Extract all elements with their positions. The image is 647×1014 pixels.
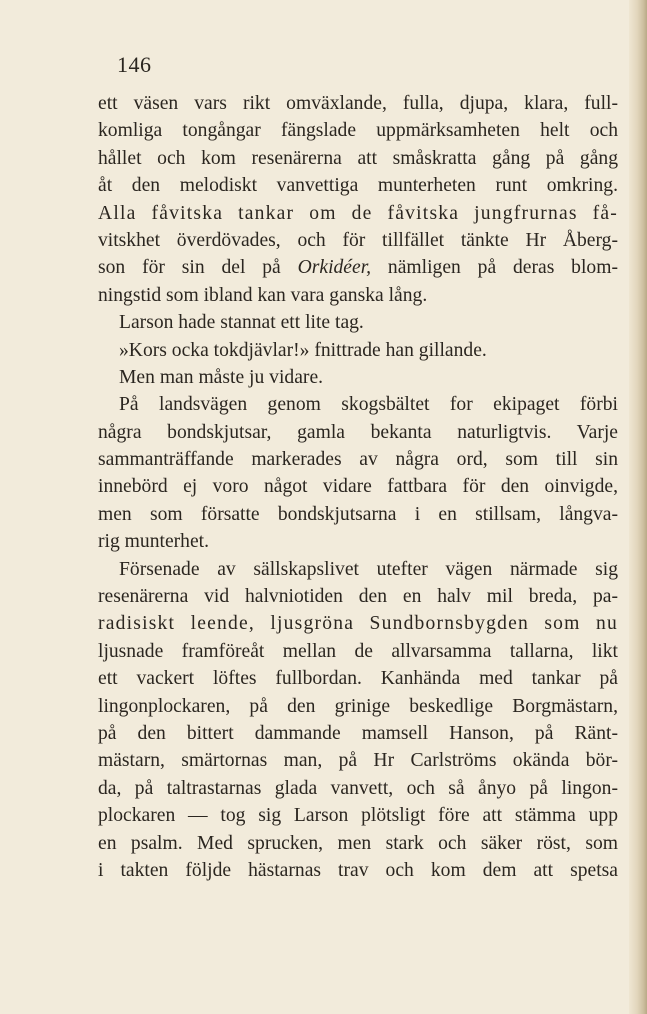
text-line: lingonplockaren, på den grinige beskedlige Borgmästarn, bbox=[98, 695, 618, 717]
text-line: »Kors ocka tokdjävlar!» fnittrade han gillande. bbox=[119, 339, 487, 361]
text-line: på den bittert dammande mamsell Hanson, på Ränt- bbox=[98, 722, 618, 744]
text-line: mästarn, smärtornas man, på Hr Carlströms okända bör- bbox=[98, 750, 618, 772]
text-line: men som försatte bondskjutsarna i en stillsam, långva- bbox=[98, 503, 618, 525]
text-line: komliga tongångar fängslade uppmärksamheten helt och bbox=[98, 120, 618, 142]
text-line: en psalm. Med sprucken, men stark och säker röst, som bbox=[98, 832, 618, 854]
text-line: Försenade av sällskapslivet utefter vägen närmade sig bbox=[119, 558, 618, 580]
text-span: son för sin del på bbox=[98, 257, 298, 279]
text-line: innebörd ej voro något vidare fattbara för den oinvigde, bbox=[98, 476, 618, 498]
text-line: resenärerna vid halvniotiden den en halv mil breda, pa- bbox=[98, 586, 618, 608]
text-line: rig munterhet. bbox=[98, 531, 209, 553]
text-line: sammanträffande markerades av några ord, som till sin bbox=[98, 449, 618, 471]
text-line: Larson hade stannat ett lite tag. bbox=[119, 312, 364, 334]
text-line: plockaren — tog sig Larson plötsligt före att stämma upp bbox=[98, 805, 618, 827]
text-line: da, på taltrastarnas glada vanvett, och så ånyo på lingon- bbox=[98, 777, 618, 799]
text-line: åt den melodiskt vanvettiga munterheten runt omkring. bbox=[98, 175, 618, 197]
text-line bbox=[98, 254, 618, 281]
text-line: hållet och kom resenärerna att småskratta gång på gång bbox=[98, 147, 618, 169]
text-line: På landsvägen genom skogsbältet for ekipaget förbi bbox=[119, 394, 618, 416]
page-edge bbox=[629, 0, 647, 1014]
text-line: ett väsen vars rikt omväxlande, fulla, djupa, klara, full- bbox=[98, 93, 618, 114]
text-line: Men man måste ju vidare. bbox=[119, 366, 324, 388]
text-line: ningstid som ibland kan vara ganska lång. bbox=[98, 284, 428, 306]
italic-title: Orkidéer, bbox=[297, 257, 372, 279]
text-line: vitskhet överdövades, och för tillfället tänkte Hr Åberg- bbox=[98, 229, 618, 251]
text-line: ett vackert löftes fullbordan. Kanhända med tankar på bbox=[98, 668, 618, 690]
text-line: i takten följde hästarnas trav och kom dem att spetsa bbox=[98, 859, 618, 881]
text-line: Alla fåvitska tankar om de fåvitska jungfrurnas få- bbox=[98, 202, 618, 224]
text-line: ljusnade framföreåt mellan de allvarsamma tallarna, likt bbox=[98, 640, 618, 662]
page-number: 146 bbox=[117, 52, 152, 77]
text-span: nämligen på deras blom- bbox=[371, 257, 618, 279]
body-text bbox=[98, 90, 618, 884]
text-line: radisiskt leende, ljusgröna Sundbornsbygden som nu bbox=[98, 613, 618, 635]
text-line: några bondskjutsar, gamla bekanta naturligtvis. Varje bbox=[98, 421, 618, 443]
